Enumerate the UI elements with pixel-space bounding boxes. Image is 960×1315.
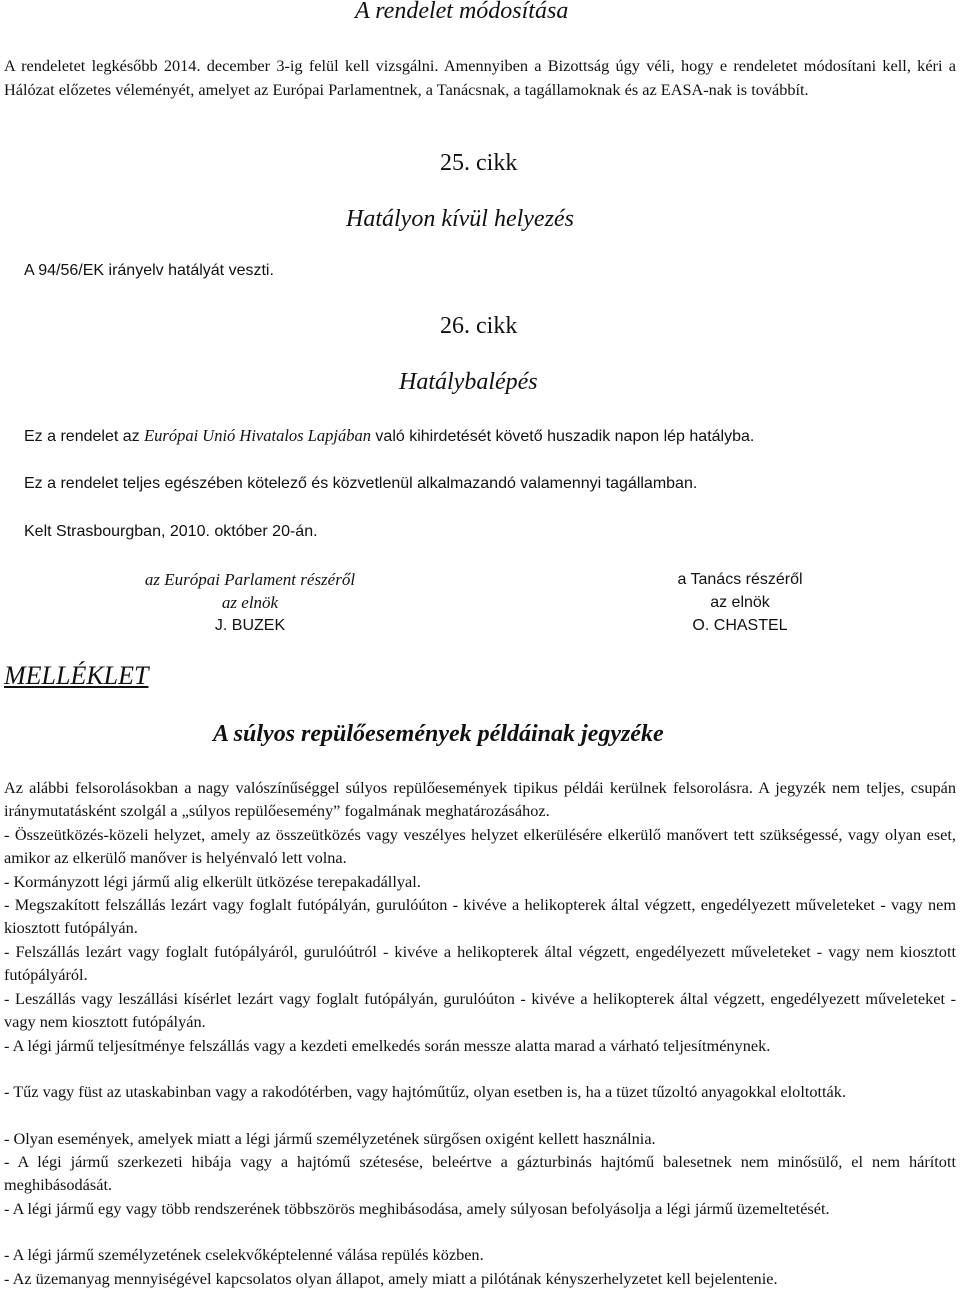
paragraph-review: A rendeletet legkésőbb 2014. december 3-ig felül kell vizsgálni. Amennyiben a Bizottság úgy véli, hogy e rendeletet módosítani kell, kéri a Hálózat előzetes véleményét, amelyet az Európai Parlamentnek, a Tanácsnak, a tagállamoknak és az EASA-nak is továbbít. — [4, 56, 956, 99]
signature-council-line1: a Tanács részéről — [677, 571, 803, 588]
list-item: - Összeütközés-közeli helyzet, amely az összeütközés vagy veszélyes helyzet elkerülésére elkerülő manővert tett szükségessé, vagy olyan eset, amikor az elkerülő manőver is helyénvaló lett volna. — [4, 825, 956, 868]
done-at: Kelt Strasbourgban, 2010. október 20-án. — [24, 523, 318, 540]
annex-intro: Az alábbi felsorolásokban a nagy valószínűséggel súlyos repülőesemények tipikus példái kerülnek felsorolásra. A jegyzék nem teljes, csupán iránymutatásként szolgál a „súlyos repülőesemény” fogalmának meghatározásához. — [4, 778, 956, 821]
article-26-title: Hatálybalépés — [399, 369, 538, 395]
annex-label: MELLÉKLET — [4, 661, 149, 690]
list-item: - Olyan események, amelyek miatt a légi jármű személyzetének sürgősen oxigént kellett használnia. — [4, 1129, 656, 1148]
signature-parliament-line1: az Európai Parlament részéről — [144, 570, 356, 589]
article-25-text: A 94/56/EK irányelv hatályát veszti. — [24, 262, 274, 279]
heading-modification: A rendelet módosítása — [355, 0, 569, 24]
list-item: - Tűz vagy füst az utaskabinban vagy a rakodótérben, vagy hajtóműtűz, olyan esetben is, ha a tüzet tűzoltó anyagokkal eloltották. — [4, 1082, 846, 1101]
signature-council-name: O. CHASTEL — [692, 617, 788, 634]
signature-parliament-line2: az elnök — [221, 593, 279, 612]
list-item: - Kormányzott légi jármű alig elkerült ütközése terepakadállyal. — [4, 872, 421, 891]
signature-parliament-name: J. BUZEK — [214, 617, 286, 634]
signature-council — [590, 568, 890, 637]
article-26-binding: Ez a rendelet teljes egészében kötelező és közvetlenül alkalmazandó valamennyi tagállamban. — [24, 475, 698, 492]
official-journal-name: Európai Unió Hivatalos Lapjában — [144, 426, 371, 445]
article-25-title: Hatályon kívül helyezés — [346, 206, 574, 232]
signature-parliament — [100, 568, 400, 637]
article-25-number: 25. cikk — [440, 150, 518, 176]
list-item: - Leszállás vagy leszállási kísérlet lezárt vagy foglalt futópályán, gurulóúton - kivéve a helikopterek által végzett, engedélyezett műveleteket - vagy nem kiosztott futópályán. — [4, 989, 956, 1032]
article-26-number: 26. cikk — [440, 313, 518, 339]
signature-council-line2: az elnök — [710, 594, 770, 611]
list-item: - Felszállás lezárt vagy foglalt futópályáról, gurulóútról - kivéve a helikopterek által végzett, engedélyezett műveleteket - vagy nem kiosztott futópályáról. — [4, 942, 956, 985]
list-item: - A légi jármű egy vagy több rendszerének többszörös meghibásodása, amely súlyosan befolyásolja a légi jármű üzemeltetését. — [4, 1199, 830, 1218]
list-item: - A légi jármű szerkezeti hibája vagy a hajtómű szétesése, beleértve a gázturbinás hajtómű balesetnek nem minősülő, el nem hárított meghibásodását. — [4, 1152, 956, 1195]
entry-text-before: Ez a rendelet az — [24, 428, 145, 445]
entry-text-after: való kihirdetését követő huszadik napon lép hatályba. — [370, 428, 755, 445]
annex-title: A súlyos repülőesemények példáinak jegyzéke — [213, 721, 664, 747]
list-item: - Megszakított felszállás lezárt vagy foglalt futópályán, gurulóúton - kivéve a helikopterek által végzett, engedélyezett műveleteket - vagy nem kiosztott futópályán. — [4, 895, 956, 938]
list-item: - A légi jármű személyzetének cselekvőképtelenné válása repülés közben. — [4, 1245, 484, 1264]
list-item: - A légi jármű teljesítménye felszállás vagy a kezdeti emelkedés során messze alatta marad a várható teljesítménynek. — [4, 1036, 771, 1055]
list-item: - Az üzemanyag mennyiségével kapcsolatos olyan állapot, amely miatt a pilótának kényszerhelyzetet kell bejelentenie. — [4, 1269, 778, 1288]
article-26-entry-into-force — [24, 426, 754, 446]
